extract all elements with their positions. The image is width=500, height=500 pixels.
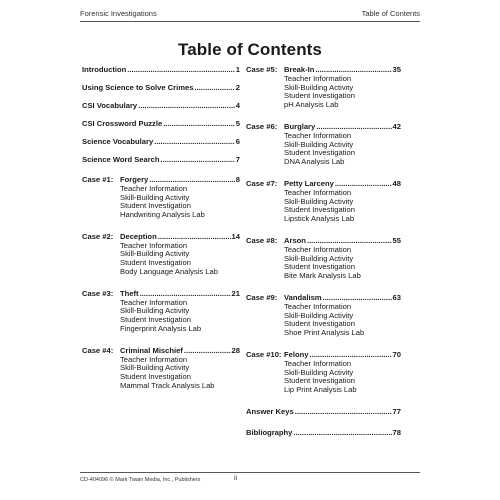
toc-case	[82, 347, 240, 391]
case-title: Deception	[120, 231, 157, 241]
case-subitem: Handwriting Analysis Lab	[120, 210, 205, 220]
case-page: 28	[231, 345, 240, 355]
toc-case	[246, 66, 401, 110]
case-body	[120, 176, 240, 220]
footer-rule	[80, 472, 420, 473]
case-title: Petty Larceny	[284, 178, 334, 188]
toc-entry[interactable]	[82, 120, 240, 129]
case-body	[284, 351, 401, 395]
toc-entry-page: 4	[235, 100, 240, 110]
case-subitem: Student Investigation	[120, 315, 191, 325]
toc-entry-label: Bibliography	[246, 427, 293, 437]
case-subitem: Teacher Information	[284, 73, 352, 83]
toc-case	[82, 233, 240, 277]
case-title: Felony	[284, 349, 309, 359]
case-subitem: Skill-Building Activity	[284, 310, 354, 320]
page-title: Table of Contents	[178, 40, 322, 59]
case-subitem: Student Investigation	[284, 91, 355, 101]
case-subitem: Teacher Information	[284, 358, 352, 368]
case-subitem: Skill-Building Activity	[284, 367, 354, 377]
case-number: Case #9:	[246, 292, 278, 302]
case-subitem: Skill-Building Activity	[120, 363, 190, 373]
case-body	[120, 233, 240, 277]
case-page: 14	[231, 231, 240, 241]
dot-leader	[184, 347, 231, 356]
dot-leader	[295, 408, 392, 417]
case-subitem: Body Language Analysis Lab	[120, 267, 218, 277]
case-title: Burglary	[284, 121, 316, 131]
case-subitem: Bite Mark Analysis Lab	[284, 271, 361, 281]
case-subitem: Teacher Information	[284, 244, 352, 254]
toc-entry-label: Answer Keys	[246, 406, 294, 416]
case-page: 21	[231, 288, 240, 298]
toc-case	[246, 123, 401, 167]
case-subitem: Student Investigation	[284, 205, 355, 215]
case-page: 70	[392, 349, 401, 359]
toc-entry[interactable]	[246, 429, 401, 438]
header-left: Forensic Investigations	[80, 9, 157, 18]
case-subitem: Student Investigation	[284, 148, 355, 158]
dot-leader	[138, 102, 235, 111]
case-page: 42	[392, 121, 401, 131]
dot-leader	[293, 429, 391, 438]
toc-entry-label: Introduction	[82, 65, 127, 74]
case-subitem: Teacher Information	[120, 183, 188, 193]
case-body	[284, 237, 401, 281]
case-subitem: Student Investigation	[284, 376, 355, 386]
case-subitem: Skill-Building Activity	[284, 253, 354, 263]
case-body	[284, 123, 401, 167]
toc-case	[246, 180, 401, 224]
case-body	[120, 347, 240, 391]
toc-entry[interactable]	[82, 102, 240, 111]
case-number: Case #10:	[246, 349, 282, 359]
header-rule	[80, 21, 420, 22]
toc-entry-label: Science Vocabulary	[82, 136, 154, 146]
dot-leader	[127, 66, 234, 75]
case-page: 55	[392, 235, 401, 245]
case-page: 35	[392, 65, 401, 74]
case-subitem: Student Investigation	[284, 262, 355, 272]
toc-entry-label: CSI Vocabulary	[82, 100, 138, 110]
toc-entry[interactable]	[82, 66, 240, 75]
case-subitem: Student Investigation	[120, 201, 191, 211]
toc-entry[interactable]	[82, 138, 240, 147]
case-page: 63	[392, 292, 401, 302]
case-subitem: Lip Print Analysis Lab	[284, 385, 357, 395]
case-subitem: Fingerprint Analysis Lab	[120, 324, 202, 334]
case-page: 48	[392, 178, 401, 188]
footer-page-number: ii	[234, 475, 238, 482]
case-subitem: Teacher Information	[120, 354, 188, 364]
case-number: Case #2:	[82, 231, 114, 241]
case-subitem: Skill-Building Activity	[284, 82, 354, 92]
toc-left-column	[82, 66, 240, 404]
toc-entry-page: 5	[235, 118, 240, 128]
case-body	[284, 294, 401, 338]
case-subitem: pH Analysis Lab	[284, 100, 339, 110]
case-number: Case #7:	[246, 178, 278, 188]
case-subitem: Teacher Information	[284, 130, 352, 140]
toc-entry-page: 7	[235, 154, 240, 164]
case-number: Case #5:	[246, 65, 278, 74]
case-subitem: Mammal Track Analysis Lab	[120, 381, 215, 391]
case-subitem: Skill-Building Activity	[120, 306, 190, 316]
case-subitem: Lipstick Analysis Lab	[284, 214, 355, 224]
toc-case	[246, 237, 401, 281]
case-title: Forgery	[120, 174, 149, 184]
case-subitem: DNA Analysis Lab	[284, 157, 345, 167]
toc-entry[interactable]	[82, 84, 240, 93]
case-subitem: Student Investigation	[284, 319, 355, 329]
toc-entry-page: 77	[392, 406, 401, 416]
case-title: Arson	[284, 235, 306, 245]
case-subitem: Skill-Building Activity	[284, 139, 354, 149]
dot-leader	[161, 156, 235, 165]
case-subitem: Student Investigation	[120, 258, 191, 268]
toc-right-column	[246, 66, 401, 450]
case-subitem: Skill-Building Activity	[120, 192, 190, 202]
case-number: Case #4:	[82, 345, 114, 355]
case-subitem: Shoe Print Analysis Lab	[284, 328, 365, 338]
toc-entry[interactable]	[246, 408, 401, 417]
case-subitem: Teacher Information	[120, 297, 188, 307]
toc-case	[246, 351, 401, 395]
toc-entry[interactable]	[82, 156, 240, 165]
dot-leader	[154, 138, 235, 147]
toc-case	[246, 294, 401, 338]
dot-leader	[194, 84, 234, 93]
toc-case	[82, 290, 240, 334]
case-title: Break-In	[284, 65, 315, 74]
case-subitem: Teacher Information	[284, 301, 352, 311]
toc-entry-page: 2	[235, 82, 240, 92]
case-body	[284, 66, 401, 110]
case-body	[284, 180, 401, 224]
case-body	[120, 290, 240, 334]
header-right: Table of Contents	[361, 9, 420, 18]
case-title: Criminal Mischief	[120, 345, 183, 355]
toc-entry-label: CSI Crossword Puzzle	[82, 118, 163, 128]
case-number: Case #6:	[246, 121, 278, 131]
toc-entry-page: 78	[392, 427, 401, 437]
case-subitem: Teacher Information	[284, 187, 352, 197]
toc-entry-page: 6	[235, 136, 240, 146]
case-subitem: Skill-Building Activity	[120, 249, 190, 259]
toc-entry-label: Science Word Search	[82, 154, 160, 164]
case-title: Vandalism	[284, 292, 322, 302]
case-number: Case #8:	[246, 235, 278, 245]
dot-leader	[163, 120, 235, 129]
footer-publisher: CD-404096 © Mark Twain Media, Inc., Publishers	[80, 477, 201, 483]
toc-entry-page: 1	[235, 65, 240, 74]
case-subitem: Student Investigation	[120, 372, 191, 382]
case-page: 8	[235, 174, 240, 184]
case-title: Theft	[120, 288, 139, 298]
case-number: Case #3:	[82, 288, 114, 298]
case-subitem: Skill-Building Activity	[284, 196, 354, 206]
case-number: Case #1:	[82, 174, 114, 184]
toc-case	[82, 176, 240, 220]
case-subitem: Teacher Information	[120, 240, 188, 250]
toc-entry-label: Using Science to Solve Crimes	[82, 82, 194, 92]
